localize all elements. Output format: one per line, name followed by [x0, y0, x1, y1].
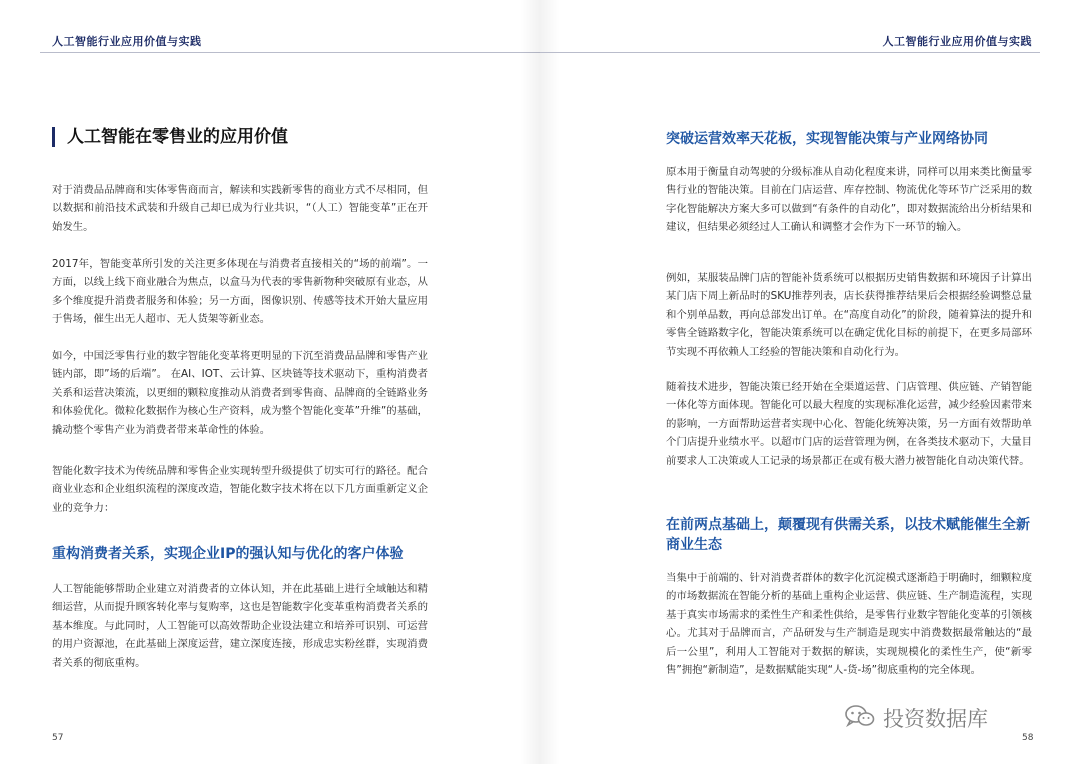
- section-title-ecosystem: 在前两点基础上，颠覆现有供需关系，以技术赋能催生全新商业生态: [666, 517, 1030, 553]
- paragraph-consumer: 人工智能能够帮助企业建立对消费者的立体认知，并在此基础上进行全域触达和精细运营，从而提升顾客转化率与复购率，这也是智能数字化变革重构消费者关系的基本维度。与此同时，人工智能可以高效帮助企业设法建立和培养可识别、可运营的用户资源池，在此基础上深度运营，建立深度连接，形成忠实粉丝群，实现消费者关系的彻底重构。: [52, 583, 428, 669]
- running-head-right: 人工智能行业应用价值与实践: [882, 35, 1032, 48]
- paragraph-example: 例如，某服装品牌门店的智能补货系统可以根据历史销售数据和环境因子计算出某门店下周上新品时的SKU推荐列表，店长获得推荐结果后会根据经验调整总量和个别单品数，再向总部发出订单。在“高度自动化”的阶段，随着算法的提升和零售全链路数字化，智能决策系统可以在确定优化目标的前提下，在更多局部环节实现不再依赖人工经验的智能决策和自动化行为。: [666, 272, 1032, 358]
- section-title-consumer: 重构消费者关系，实现企业IP的强认知与优化的客户体验: [52, 546, 404, 562]
- wechat-icon: [845, 704, 883, 733]
- paragraph-intro: 对于消费品品牌商和实体零售商而言，解读和实践新零售的商业方式不尽相同，但以数据和前沿技术武装和升级自己却已成为行业共识，“（人工）智能变革”正在开始发生。: [52, 184, 428, 233]
- paragraph-ecosystem: 当集中于前端的、针对消费者群体的数字化沉淀模式逐渐趋于明确时，细颗粒度的市场数据流在智能分析的基础上重构企业运营、供应链、生产制造流程，实现基于真实市场需求的柔性生产和柔性供给，是零售行业数字智能化变革的引领核心。尤其对于品牌而言，产品研发与生产制造是现实中消费数据最常触达的“最后一公里”，利用人工智能对于数据的解读，实现规模化的柔性生产，使“新零售”拥抱“新制造”，是数据赋能实现“人-货-场”彻底重构的完全体现。: [666, 572, 1032, 677]
- page-number-right: 58: [1022, 733, 1034, 743]
- section-title-efficiency: 突破运营效率天花板，实现智能决策与产业网络协同: [666, 131, 988, 147]
- header-rule-right: [540, 52, 1040, 53]
- page-number-left: 57: [52, 733, 64, 743]
- paragraph-digital: 智能化数字技术为传统品牌和零售企业实现转型升级提供了切实可行的路径。配合商业业态和企业组织流程的深度改造，智能化数字技术将在以下几方面重新定义企业的竞争力：: [52, 465, 428, 514]
- page-title: 人工智能在零售业的应用价值: [52, 127, 288, 147]
- running-head-left: 人工智能行业应用价值与实践: [52, 35, 202, 48]
- watermark-text: 投资数据库: [883, 707, 988, 731]
- paragraph-autonomy: 原本用于衡量自动驾驶的分级标准从自动化程度来讲，同样可以用来类比衡量零售行业的智能决策。目前在门店运营、库存控制、物流优化等环节广泛采用的数字化智能解决方案大多可以做到“有条件的自动化”，即对数据流给出分析结果和建议，但结果必须经过人工确认和调整才会作为下一环节的输入。: [666, 166, 1032, 234]
- paragraph-progress: 随着技术进步，智能决策已经开始在全渠道运营、门店管理、供应链、产销智能一体化等方面体现。智能化可以最大程度的实现标准化运营，减少经验因素带来的影响，一方面帮助运营者实现中心化、智能化统筹决策，另一方面有效帮助单个门店提升业绩水平。以超市门店的运营管理为例，在各类技术驱动下，大量目前要求人工决策或人工记录的场景都正在或有极大潜力被智能化自动决策代替。: [666, 381, 1032, 467]
- paragraph-2017: 2017年，智能变革所引发的关注更多体现在与消费者直接相关的“场的前端”。一方面，以线上线下商业融合为焦点，以盒马为代表的零售新物种突破原有业态，从多个维度提升消费者服务和体验；另一方面，图像识别、传感等技术开始大量应用于售场，催生出无人超市、无人货架等新业态。: [52, 258, 428, 326]
- header-rule-left: [40, 52, 540, 53]
- paragraph-now: 如今，中国泛零售行业的数字智能化变革将更明显的下沉至消费品品牌和零售产业链内部，即”场的后端”。 在AI、IOT、云计算、区块链等技术驱动下，重构消费者关系和运营决策流，以更细的颗粒度推动从消费者到零售商、品牌商的全链路业务和体验优化。微粒化数据作为核心生产资料，成为整个智能化变革”升维”的基础，撬动整个零售产业为消费者带来革命性的体验。: [52, 350, 428, 436]
- watermark: [845, 703, 988, 733]
- right-page: [540, 0, 1080, 764]
